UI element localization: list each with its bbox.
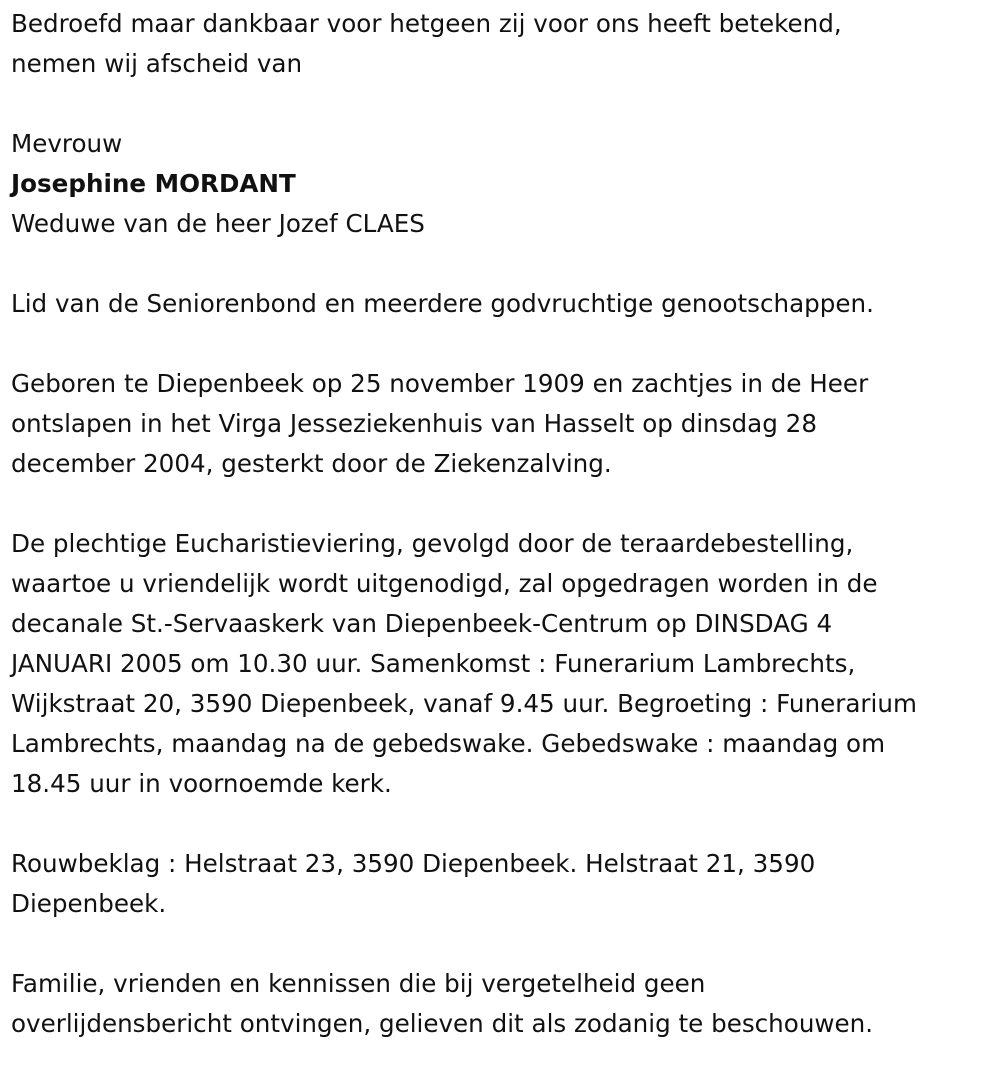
- paragraph-line: waartoe u vriendelijk wordt uitgenodigd, zal opgedragen worden in de: [11, 569, 878, 598]
- membership: Lid van de Seniorenbond en meerdere godvruchtige genootschappen.: [11, 289, 874, 318]
- ceremony-paragraph: [11, 524, 996, 804]
- paragraph-line: 18.45 uur in voornoemde kerk.: [11, 769, 392, 798]
- paragraph-line: Familie, vrienden en kennissen die bij vergetelheid geen: [11, 969, 706, 998]
- closing-paragraph: [11, 964, 996, 1044]
- paragraph-line: decanale St.-Servaaskerk van Diepenbeek-Centrum op DINSDAG 4: [11, 609, 833, 638]
- paragraph-line: ontslapen in het Virga Jesseziekenhuis van Hasselt op dinsdag 28: [11, 409, 817, 438]
- paragraph-line: De plechtige Eucharistieviering, gevolgd door de teraardebestelling,: [11, 529, 854, 558]
- paragraph-line: december 2004, gesterkt door de Ziekenzalving.: [11, 449, 612, 478]
- paragraph-line: Diepenbeek.: [11, 889, 167, 918]
- intro-line: Bedroefd maar dankbaar voor hetgeen zij voor ons heeft betekend,: [11, 9, 842, 38]
- paragraph-line: Lambrechts, maandag na de gebedswake. Gebedswake : maandag om: [11, 729, 886, 758]
- deceased-name: Josephine MORDANT: [11, 169, 296, 198]
- paragraph-line: Geboren te Diepenbeek op 25 november 1909 en zachtjes in de Heer: [11, 369, 869, 398]
- condolence-paragraph: [11, 844, 996, 924]
- intro-line: nemen wij afscheid van: [11, 49, 303, 78]
- paragraph-line: Wijkstraat 20, 3590 Diepenbeek, vanaf 9.45 uur. Begroeting : Funerarium: [11, 689, 917, 718]
- obituary-notice: [11, 4, 996, 1044]
- salutation: Mevrouw: [11, 129, 123, 158]
- widow-of: Weduwe van de heer Jozef CLAES: [11, 209, 425, 238]
- paragraph-line: Rouwbeklag : Helstraat 23, 3590 Diepenbeek. Helstraat 21, 3590: [11, 849, 816, 878]
- paragraph-line: overlijdensbericht ontvingen, gelieven dit als zodanig te beschouwen.: [11, 1009, 874, 1038]
- birth-death-paragraph: [11, 364, 996, 484]
- paragraph-line: JANUARI 2005 om 10.30 uur. Samenkomst : Funerarium Lambrechts,: [11, 649, 856, 678]
